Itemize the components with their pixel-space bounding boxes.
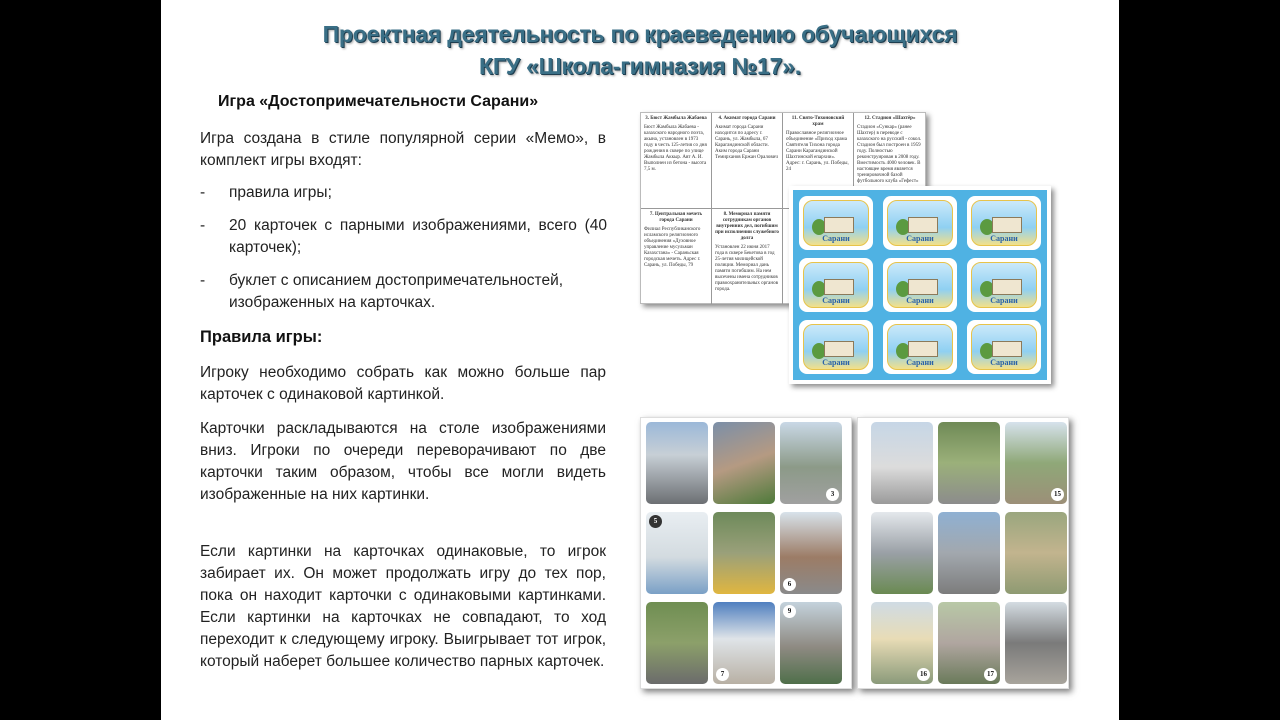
booklet-cell-text: Установлен 22 июня 2017 года в сквере Бекетова в год 25-летия милицейской полиции. Мемориал дань памяти погибшим. На нем высечены имена сотрудников правоохранительных органов города. [715, 245, 778, 292]
booklet-cell-text: Филиал Республиканского исламского религиозного объединения «Духовное управление мусульман Казахстана» - Сараньская городская мечеть. Адрес г. Сарань, ул. Победы, 79 [644, 227, 701, 268]
kit-list-item-text: 20 карточек с парными изображениями, всего (40 карточек); [229, 217, 607, 256]
game-title: Игра «Достопримечательности Сарани» [218, 93, 539, 110]
booklet-cell-heading: 11. Свято-Тихоновский храм [791, 116, 845, 127]
card-back [883, 320, 957, 374]
photo-card [713, 602, 775, 684]
photo-card [646, 602, 708, 684]
rules-paragraph-1: Игроку необходимо собрать как можно больше пар карточек с одинаковой картинкой. [200, 364, 606, 403]
photo-card-number: 6 [783, 578, 796, 591]
booklet-cell-heading: 7. Центральная мечеть города Сарани [649, 212, 703, 223]
photo-card [938, 422, 1000, 504]
photo-card [646, 512, 708, 594]
card-back [883, 258, 957, 312]
booklet-cell-heading: 12. Стадион «Шахтёр» [864, 116, 916, 121]
card-back [967, 196, 1041, 250]
card-caption: Сарани [990, 296, 1018, 305]
booklet-cell-text: Акимат города Сарани находится по адресу г. Сарань, ул. Жамбыла, 67 Карагандинской области. Аким города Сарани Темирханов Ержан Оралович [715, 125, 778, 160]
kit-list-item-text: буклет с описанием достопримечательностей, изображенных на карточках. [229, 272, 564, 311]
card-back [799, 320, 873, 374]
photo-card [871, 602, 933, 684]
photo-cards-sheet-right [857, 417, 1069, 689]
photo-card-number: 15 [1051, 488, 1064, 501]
card-back [799, 196, 873, 250]
list-bullet: - [200, 217, 206, 234]
card-caption: Сарани [990, 234, 1018, 243]
photo-card-number: 16 [917, 668, 930, 681]
photo-card-number: 17 [984, 668, 997, 681]
photo-card-number: 9 [783, 605, 796, 618]
photo-card [646, 422, 708, 504]
card-caption: Сарани [906, 234, 934, 243]
photo-cards-sheet-left [640, 417, 852, 689]
photo-card [780, 602, 842, 684]
card-caption: Сарани [822, 296, 850, 305]
card-back [883, 196, 957, 250]
card-back [967, 258, 1041, 312]
booklet-cell [712, 209, 783, 304]
rules-paragraph-2: Карточки раскладываются на столе изображениями вниз. Игроки по очереди переворачивают по две карточки таким образом, чтобы все могли видеть изображенные на них картинки. [200, 420, 606, 503]
kit-list-item-text: правила игры; [229, 184, 332, 201]
slide [161, 0, 1119, 720]
slide-title-line2: КГУ «Школа-гимназия №17». [479, 53, 801, 79]
card-backs-image [789, 186, 1051, 384]
card-back [967, 320, 1041, 374]
photo-card [871, 422, 933, 504]
photo-card [938, 602, 1000, 684]
list-bullet: - [200, 272, 206, 289]
photo-card [938, 512, 1000, 594]
card-caption: Сарани [822, 234, 850, 243]
kit-list-item [200, 270, 610, 314]
photo-card-number: 7 [716, 668, 729, 681]
photo-card-number: 5 [649, 515, 662, 528]
card-back [799, 258, 873, 312]
card-caption: Сарани [906, 358, 934, 367]
booklet-cell-heading: 8. Мемориал памяти сотрудникам органов внутренних дел, погибшим при исполнении служебного долга [715, 212, 779, 241]
photo-card [713, 422, 775, 504]
photo-card [713, 512, 775, 594]
list-bullet: - [200, 184, 206, 201]
rules-heading: Правила игры: [200, 328, 323, 346]
kit-list-item [200, 182, 610, 204]
photo-card [1005, 422, 1067, 504]
booklet-cell [712, 113, 783, 209]
card-caption: Сарани [822, 358, 850, 367]
photo-card [780, 422, 842, 504]
booklet-cell-heading: 4. Акимат города Сарани [718, 116, 776, 121]
slide-title-line1: Проектная деятельность по краеведению обучающихся [322, 21, 958, 47]
booklet-cell-text: Стадион «Сункар» (ранее Шахтер) в переводе с казахского на русский - сокол. Стадион был построен в 1959 году. Полностью реконструирован в 2008 году. Вместимость 4000 человек. В настоящее время является тренировочной базой футбольного клуба «Гефест» [857, 125, 922, 184]
booklet-cell [641, 113, 712, 209]
photo-card [1005, 512, 1067, 594]
booklet-cell-heading: 3. Бюст Жамбыла Жабаева [645, 116, 707, 121]
card-caption: Сарани [906, 296, 934, 305]
game-intro-text: Игра создана в стиле популярной серии «Мемо», в комплект игры входят: [200, 130, 606, 169]
photo-card-number: 3 [826, 488, 839, 501]
card-caption: Сарани [990, 358, 1018, 367]
booklet-cell [641, 209, 712, 304]
photo-card [1005, 602, 1067, 684]
kit-list-item [200, 215, 610, 259]
photo-card [780, 512, 842, 594]
photo-card [871, 512, 933, 594]
booklet-cell-text: Бюст Жамбыла Жабаева - казахского народного поэта, акына, установлен в 1973 году в честь 125-летия со дня рождения в сквере по улице Жамбыла Аккыр. Авт А. И. Выполнен из бетона - высота 7,5 м. [644, 125, 707, 172]
booklet-cell-text: Православное религиозное объединение «Приход храма Святителя Тихона города Сарани Карагандинской Шахтинской епархии». Адрес: г. Сарань, ул. Победы, 24 [786, 131, 849, 172]
rules-paragraph-3: Если картинки на карточках одинаковые, то игрок забирает их. Он может продолжать игру до тех пор, пока он находит карточки с одинаковыми картинками. Если картинки на карточках не совпадают, то ход переходит к следующему игроку. Выигрывает тот игрок, который наберет большее количество парных карточек. [200, 543, 606, 670]
